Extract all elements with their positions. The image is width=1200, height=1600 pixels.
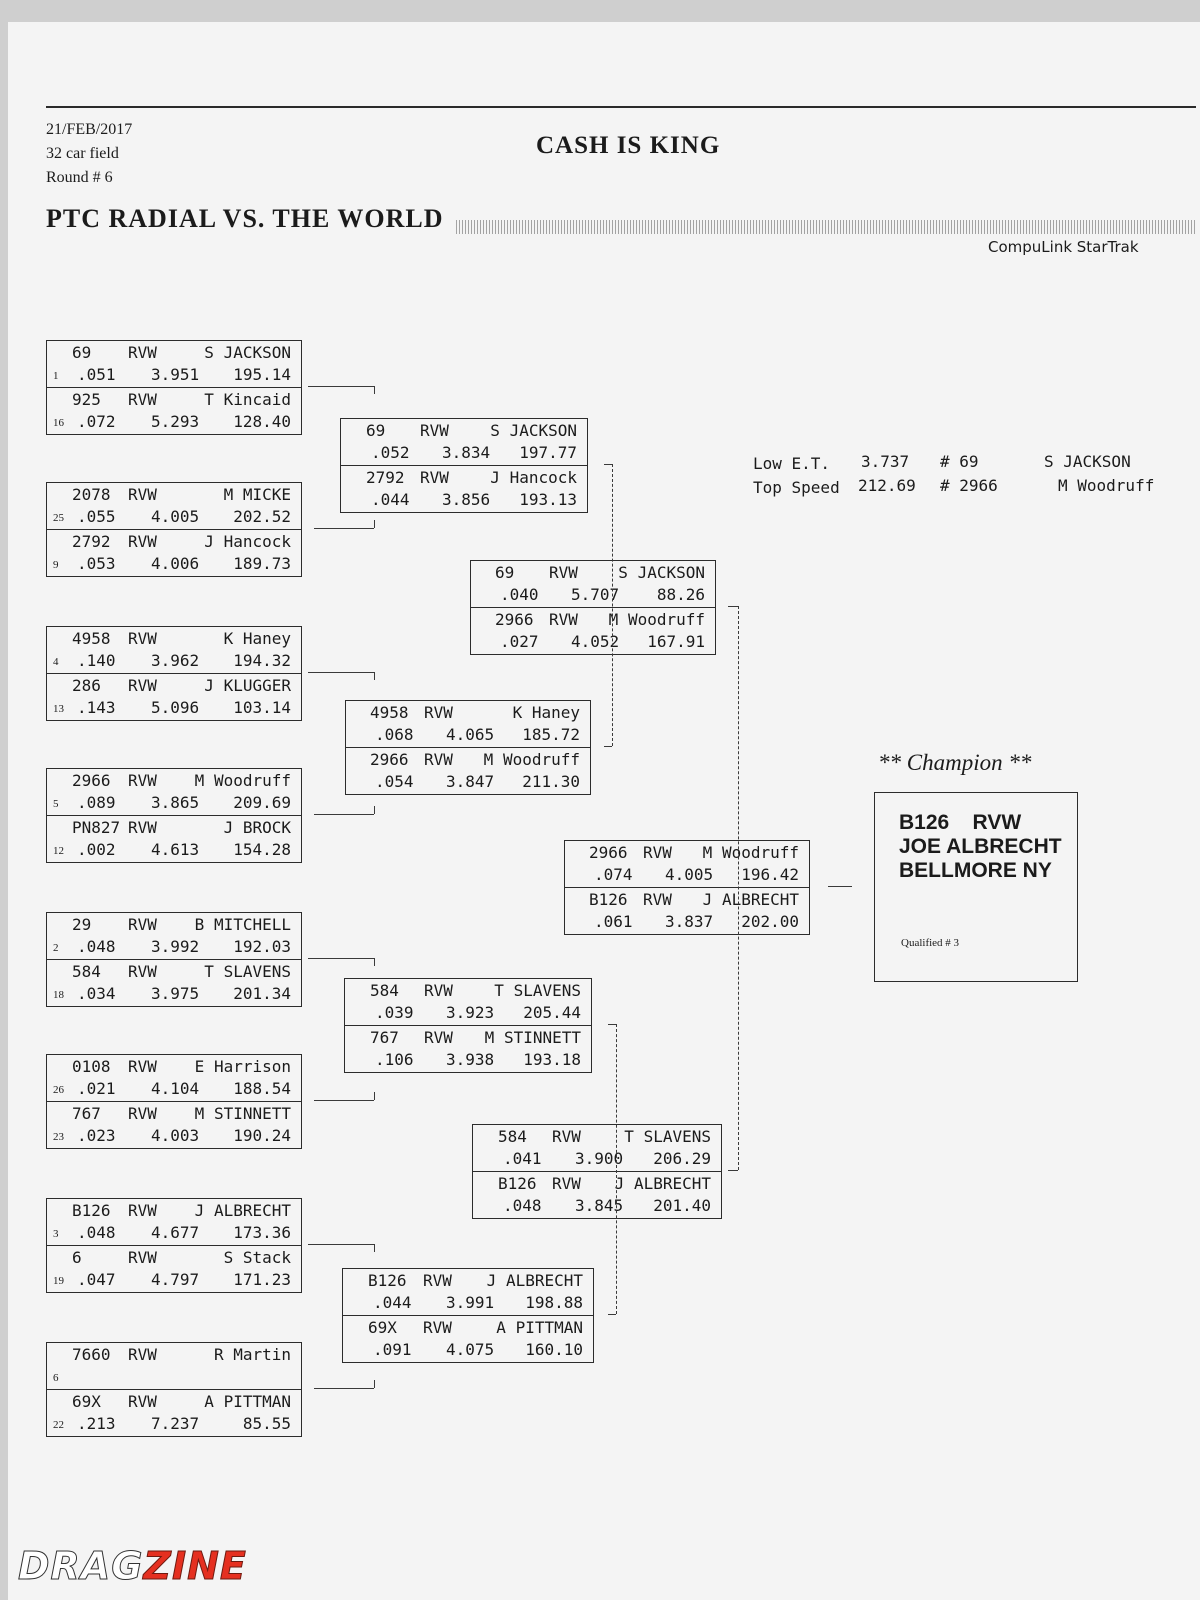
lower-entry — [343, 1315, 593, 1362]
seed-number: 18 — [53, 989, 64, 1001]
driver-name: K Haney — [512, 703, 580, 722]
car-number: B126 — [589, 890, 628, 909]
speed-mph: 198.88 — [525, 1293, 583, 1312]
reaction-time: .044 — [371, 490, 410, 509]
class-label: RVW — [128, 390, 157, 409]
speed-mph: 206.29 — [653, 1149, 711, 1168]
class-label: RVW — [128, 532, 157, 551]
class-label: RVW — [420, 468, 449, 487]
low-et-value: 3.737 — [861, 452, 910, 471]
final-matchup — [564, 840, 810, 935]
car-number: 2966 — [370, 750, 409, 769]
car-number: 925 — [72, 390, 101, 409]
car-number: 767 — [72, 1104, 101, 1123]
reaction-time: .041 — [503, 1149, 542, 1168]
connector — [608, 1024, 616, 1025]
champion-driver: JOE ALBRECHT — [899, 835, 1062, 858]
class-label: RVW — [128, 962, 157, 981]
round2-matchup — [345, 700, 591, 795]
top-speed-value: 212.69 — [858, 476, 916, 495]
reaction-time: .213 — [77, 1414, 116, 1433]
lower-entry — [346, 747, 590, 794]
upper-entry — [343, 1269, 593, 1315]
lower-entry — [565, 887, 809, 934]
round1-matchup — [46, 482, 302, 577]
connector — [308, 672, 374, 673]
class-label: RVW — [128, 818, 157, 837]
seed-number: 13 — [53, 703, 64, 715]
elapsed-time: 3.938 — [446, 1050, 495, 1069]
reaction-time: .061 — [594, 912, 633, 931]
class-label: RVW — [420, 421, 449, 440]
driver-name: J ALBRECHT — [194, 1201, 291, 1220]
driver-name: T SLAVENS — [494, 981, 581, 1000]
low-et-driver: S JACKSON — [1044, 452, 1131, 471]
class-label: RVW — [128, 1248, 157, 1267]
car-number: 69 — [495, 563, 515, 582]
car-number: 6 — [72, 1248, 82, 1267]
elapsed-time: 4.677 — [151, 1223, 200, 1242]
reaction-time: .089 — [77, 793, 116, 812]
class-label: RVW — [549, 610, 578, 629]
reaction-time: .039 — [375, 1003, 414, 1022]
car-number: 2966 — [495, 610, 534, 629]
speed-mph: 193.18 — [523, 1050, 581, 1069]
connector — [314, 528, 374, 529]
elapsed-time: 3.992 — [151, 937, 200, 956]
speed-mph: 197.77 — [519, 443, 577, 462]
driver-name: S Stack — [223, 1248, 291, 1267]
elapsed-time: 4.797 — [151, 1270, 200, 1289]
car-number: 584 — [370, 981, 399, 1000]
car-number: 584 — [72, 962, 101, 981]
elapsed-time: 4.006 — [151, 554, 200, 573]
connector — [616, 1024, 617, 1314]
champion-car: B126 RVW — [899, 811, 1022, 834]
car-number: 69X — [72, 1392, 101, 1411]
speed-mph: 193.13 — [519, 490, 577, 509]
connector — [612, 464, 613, 746]
elapsed-time: 4.075 — [446, 1340, 495, 1359]
car-number: 2966 — [72, 771, 111, 790]
elapsed-time: 3.900 — [575, 1149, 624, 1168]
elapsed-time: 4.052 — [571, 632, 620, 651]
connector — [604, 464, 612, 465]
class-label: RVW — [128, 915, 157, 934]
round1-matchup — [46, 1342, 302, 1437]
driver-name: T SLAVENS — [624, 1127, 711, 1146]
car-number: B126 — [498, 1174, 537, 1193]
reaction-time: .053 — [77, 554, 116, 573]
watermark-part1: DRAG — [18, 1544, 144, 1588]
low-et-label: Low E.T. — [753, 454, 831, 473]
connector — [308, 958, 374, 959]
elapsed-time: 3.975 — [151, 984, 200, 1003]
upper-entry — [341, 419, 587, 465]
car-number: 2078 — [72, 485, 111, 504]
car-number: 767 — [370, 1028, 399, 1047]
car-number: 2792 — [72, 532, 111, 551]
class-title: PTC RADIAL VS. THE WORLD — [46, 204, 444, 233]
class-label: RVW — [128, 629, 157, 648]
reaction-time: .143 — [77, 698, 116, 717]
sheet-info — [46, 118, 132, 190]
speed-mph: 201.34 — [233, 984, 291, 1003]
seed-number: 26 — [53, 1084, 64, 1096]
elapsed-time: 3.923 — [446, 1003, 495, 1022]
upper-entry — [346, 701, 590, 747]
driver-name: E Harrison — [194, 1057, 291, 1076]
seed-number: 5 — [53, 798, 59, 810]
lower-entry — [47, 959, 301, 1006]
car-number: 2966 — [589, 843, 628, 862]
seed-number: 6 — [53, 1372, 59, 1384]
upper-entry — [47, 627, 301, 673]
elapsed-time: 5.293 — [151, 412, 200, 431]
connector — [374, 520, 375, 528]
upper-entry — [47, 483, 301, 529]
connector — [314, 1388, 374, 1389]
connector — [728, 1170, 738, 1171]
elapsed-time: 3.951 — [151, 365, 200, 384]
car-number: 4958 — [72, 629, 111, 648]
reaction-time: .027 — [500, 632, 539, 651]
reaction-time: .074 — [594, 865, 633, 884]
elapsed-time: 5.096 — [151, 698, 200, 717]
reaction-time: .052 — [371, 443, 410, 462]
driver-name: A PITTMAN — [496, 1318, 583, 1337]
lower-entry — [341, 465, 587, 512]
event-date: 21/FEB/2017 — [46, 121, 133, 138]
elapsed-time: 4.003 — [151, 1126, 200, 1145]
lower-entry — [345, 1025, 591, 1072]
reaction-time: .140 — [77, 651, 116, 670]
speed-mph: 160.10 — [525, 1340, 583, 1359]
connector — [314, 814, 374, 815]
event-title: CASH IS KING — [536, 132, 721, 159]
seed-number: 1 — [53, 370, 59, 382]
upper-entry — [471, 561, 715, 607]
round1-matchup — [46, 340, 302, 435]
header-rule — [46, 106, 1196, 108]
connector — [604, 746, 612, 747]
connector — [374, 806, 375, 814]
lower-entry — [47, 673, 301, 720]
speed-mph: 128.40 — [233, 412, 291, 431]
class-label: RVW — [128, 771, 157, 790]
round1-matchup — [46, 626, 302, 721]
class-label: RVW — [424, 1028, 453, 1047]
round1-matchup — [46, 1198, 302, 1293]
lower-entry — [473, 1171, 721, 1218]
reaction-time: .040 — [500, 585, 539, 604]
car-number: 69 — [366, 421, 386, 440]
round3-matchup — [472, 1124, 722, 1219]
lower-entry — [47, 1389, 301, 1436]
speed-mph: 85.55 — [242, 1414, 291, 1433]
class-label: RVW — [128, 1345, 157, 1364]
lower-entry — [47, 387, 301, 434]
class-label: RVW — [424, 750, 453, 769]
speed-mph: 194.32 — [233, 651, 291, 670]
car-number: B126 — [368, 1271, 407, 1290]
seed-number: 25 — [53, 512, 64, 524]
class-label: RVW — [128, 1104, 157, 1123]
driver-name: J ALBRECHT — [702, 890, 799, 909]
car-number: 584 — [498, 1127, 527, 1146]
connector — [828, 886, 852, 887]
reaction-time: .044 — [373, 1293, 412, 1312]
top-speed-driver: M Woodruff — [1058, 476, 1155, 495]
reaction-time: .048 — [503, 1196, 542, 1215]
class-label: RVW — [128, 1057, 157, 1076]
lower-entry — [47, 1245, 301, 1292]
driver-name: B MITCHELL — [194, 915, 291, 934]
driver-name: J ALBRECHT — [614, 1174, 711, 1193]
driver-name: J BROCK — [223, 818, 291, 837]
elapsed-time: 4.104 — [151, 1079, 200, 1098]
reaction-time: .023 — [77, 1126, 116, 1145]
upper-entry — [345, 979, 591, 1025]
class-label: RVW — [128, 343, 157, 362]
round3-matchup — [470, 560, 716, 655]
seed-number: 9 — [53, 559, 59, 571]
elapsed-time: 4.005 — [151, 507, 200, 526]
speed-mph: 195.14 — [233, 365, 291, 384]
speed-mph: 188.54 — [233, 1079, 291, 1098]
seed-number: 4 — [53, 656, 59, 668]
driver-name: M STINNETT — [194, 1104, 291, 1123]
speed-mph: 201.40 — [653, 1196, 711, 1215]
elapsed-time: 4.613 — [151, 840, 200, 859]
system-name: CompuLink StarTrak — [988, 238, 1139, 256]
upper-entry — [47, 1055, 301, 1101]
reaction-time: .091 — [373, 1340, 412, 1359]
elapsed-time: 5.707 — [571, 585, 620, 604]
upper-entry — [47, 341, 301, 387]
driver-name: M MICKE — [223, 485, 291, 504]
reaction-time: .072 — [77, 412, 116, 431]
class-label: RVW — [424, 703, 453, 722]
upper-entry — [47, 1343, 301, 1389]
driver-name: S JACKSON — [204, 343, 291, 362]
champion-box — [874, 792, 1078, 982]
speed-mph: 192.03 — [233, 937, 291, 956]
lower-entry — [47, 815, 301, 862]
driver-name: R Martin — [213, 1345, 291, 1364]
speed-mph: 205.44 — [523, 1003, 581, 1022]
seed-number: 22 — [53, 1419, 64, 1431]
car-number: 0108 — [72, 1057, 111, 1076]
connector — [728, 606, 738, 607]
car-number: 286 — [72, 676, 101, 695]
round1-matchup — [46, 1054, 302, 1149]
car-number: 69X — [368, 1318, 397, 1337]
class-label: RVW — [552, 1174, 581, 1193]
upper-entry — [47, 769, 301, 815]
driver-name: J KLUGGER — [204, 676, 291, 695]
connector — [374, 1244, 375, 1252]
driver-name: A PITTMAN — [204, 1392, 291, 1411]
class-label: RVW — [128, 1201, 157, 1220]
driver-name: T SLAVENS — [204, 962, 291, 981]
elapsed-time: 3.847 — [446, 772, 495, 791]
watermark-part2: ZINE — [143, 1544, 247, 1588]
speed-mph: 190.24 — [233, 1126, 291, 1145]
connector — [608, 1314, 616, 1315]
bracket-sheet — [8, 22, 1200, 1600]
reaction-time: .034 — [77, 984, 116, 1003]
champion-qualified: Qualified # 3 — [901, 937, 960, 949]
class-label: RVW — [128, 676, 157, 695]
class-label: RVW — [549, 563, 578, 582]
elapsed-time: 3.845 — [575, 1196, 624, 1215]
driver-name: M Woodruff — [702, 843, 799, 862]
upper-entry — [473, 1125, 721, 1171]
seed-number: 19 — [53, 1275, 64, 1287]
connector — [374, 1092, 375, 1100]
lower-entry — [471, 607, 715, 654]
reaction-time: .048 — [77, 1223, 116, 1242]
speed-mph: 88.26 — [656, 585, 705, 604]
connector — [738, 606, 739, 1170]
reaction-time: .106 — [375, 1050, 414, 1069]
class-label: RVW — [643, 843, 672, 862]
car-number: 4958 — [370, 703, 409, 722]
class-label: RVW — [128, 1392, 157, 1411]
champion-hometown: BELLMORE NY — [899, 859, 1052, 882]
seed-number: 12 — [53, 845, 64, 857]
elapsed-time: 3.865 — [151, 793, 200, 812]
elapsed-time: 3.837 — [665, 912, 714, 931]
elapsed-time: 4.005 — [665, 865, 714, 884]
round2-matchup — [344, 978, 592, 1073]
field-size: 32 car field — [46, 145, 119, 162]
round1-matchup — [46, 768, 302, 863]
speed-mph: 171.23 — [233, 1270, 291, 1289]
connector — [374, 386, 375, 394]
car-number: B126 — [72, 1201, 111, 1220]
driver-name: M STINNETT — [484, 1028, 581, 1047]
speed-mph: 209.69 — [233, 793, 291, 812]
reaction-time: .054 — [375, 772, 414, 791]
top-speed-car: # 2966 — [940, 476, 998, 495]
connector — [308, 386, 374, 387]
driver-name: M Woodruff — [483, 750, 580, 769]
elapsed-time: 4.065 — [446, 725, 495, 744]
class-label: RVW — [423, 1271, 452, 1290]
speed-mph: 154.28 — [233, 840, 291, 859]
reaction-time: .048 — [77, 937, 116, 956]
class-label: RVW — [643, 890, 672, 909]
upper-entry — [565, 841, 809, 887]
connector — [374, 672, 375, 680]
reaction-time: .068 — [375, 725, 414, 744]
low-et-car: # 69 — [940, 452, 979, 471]
speed-mph: 202.00 — [741, 912, 799, 931]
car-number: PN827 — [72, 818, 121, 837]
speed-mph: 173.36 — [233, 1223, 291, 1242]
dragzine-watermark — [18, 1544, 247, 1588]
speed-mph: 202.52 — [233, 507, 291, 526]
speed-mph: 196.42 — [741, 865, 799, 884]
speed-mph: 167.91 — [647, 632, 705, 651]
class-label: RVW — [552, 1127, 581, 1146]
connector — [308, 1244, 374, 1245]
driver-name: S JACKSON — [618, 563, 705, 582]
seed-number: 23 — [53, 1131, 64, 1143]
seed-number: 16 — [53, 417, 64, 429]
seed-number: 2 — [53, 942, 59, 954]
reaction-time: .002 — [77, 840, 116, 859]
class-label: RVW — [423, 1318, 452, 1337]
driver-name: S JACKSON — [490, 421, 577, 440]
class-label: RVW — [424, 981, 453, 1000]
round2-matchup — [340, 418, 588, 513]
speed-mph: 103.14 — [233, 698, 291, 717]
title-leader — [456, 220, 1196, 234]
reaction-time: .055 — [77, 507, 116, 526]
connector — [374, 1380, 375, 1388]
driver-name: J Hancock — [204, 532, 291, 551]
connector — [314, 1100, 374, 1101]
lower-entry — [47, 1101, 301, 1148]
car-number: 7660 — [72, 1345, 111, 1364]
class-label: RVW — [128, 485, 157, 504]
driver-name: J Hancock — [490, 468, 577, 487]
reaction-time: .051 — [77, 365, 116, 384]
champion-heading: ** Champion ** — [878, 750, 1032, 775]
car-number: 69 — [72, 343, 92, 362]
driver-name: M Woodruff — [608, 610, 705, 629]
speed-mph: 185.72 — [522, 725, 580, 744]
seed-number: 3 — [53, 1228, 59, 1240]
car-number: 29 — [72, 915, 92, 934]
reaction-time: .021 — [77, 1079, 116, 1098]
elapsed-time: 3.991 — [446, 1293, 495, 1312]
reaction-time: .047 — [77, 1270, 116, 1289]
elapsed-time: 3.834 — [442, 443, 491, 462]
driver-name: J ALBRECHT — [486, 1271, 583, 1290]
round2-matchup — [342, 1268, 594, 1363]
speed-mph: 189.73 — [233, 554, 291, 573]
round-number: Round # 6 — [46, 169, 113, 186]
elapsed-time: 3.856 — [442, 490, 491, 509]
elapsed-time: 7.237 — [151, 1414, 200, 1433]
speed-mph: 211.30 — [522, 772, 580, 791]
round1-matchup — [46, 912, 302, 1007]
connector — [374, 958, 375, 966]
upper-entry — [47, 1199, 301, 1245]
driver-name: K Haney — [223, 629, 291, 648]
driver-name: M Woodruff — [194, 771, 291, 790]
upper-entry — [47, 913, 301, 959]
driver-name: T Kincaid — [204, 390, 291, 409]
top-speed-label: Top Speed — [753, 478, 840, 497]
lower-entry — [47, 529, 301, 576]
car-number: 2792 — [366, 468, 405, 487]
elapsed-time: 3.962 — [151, 651, 200, 670]
